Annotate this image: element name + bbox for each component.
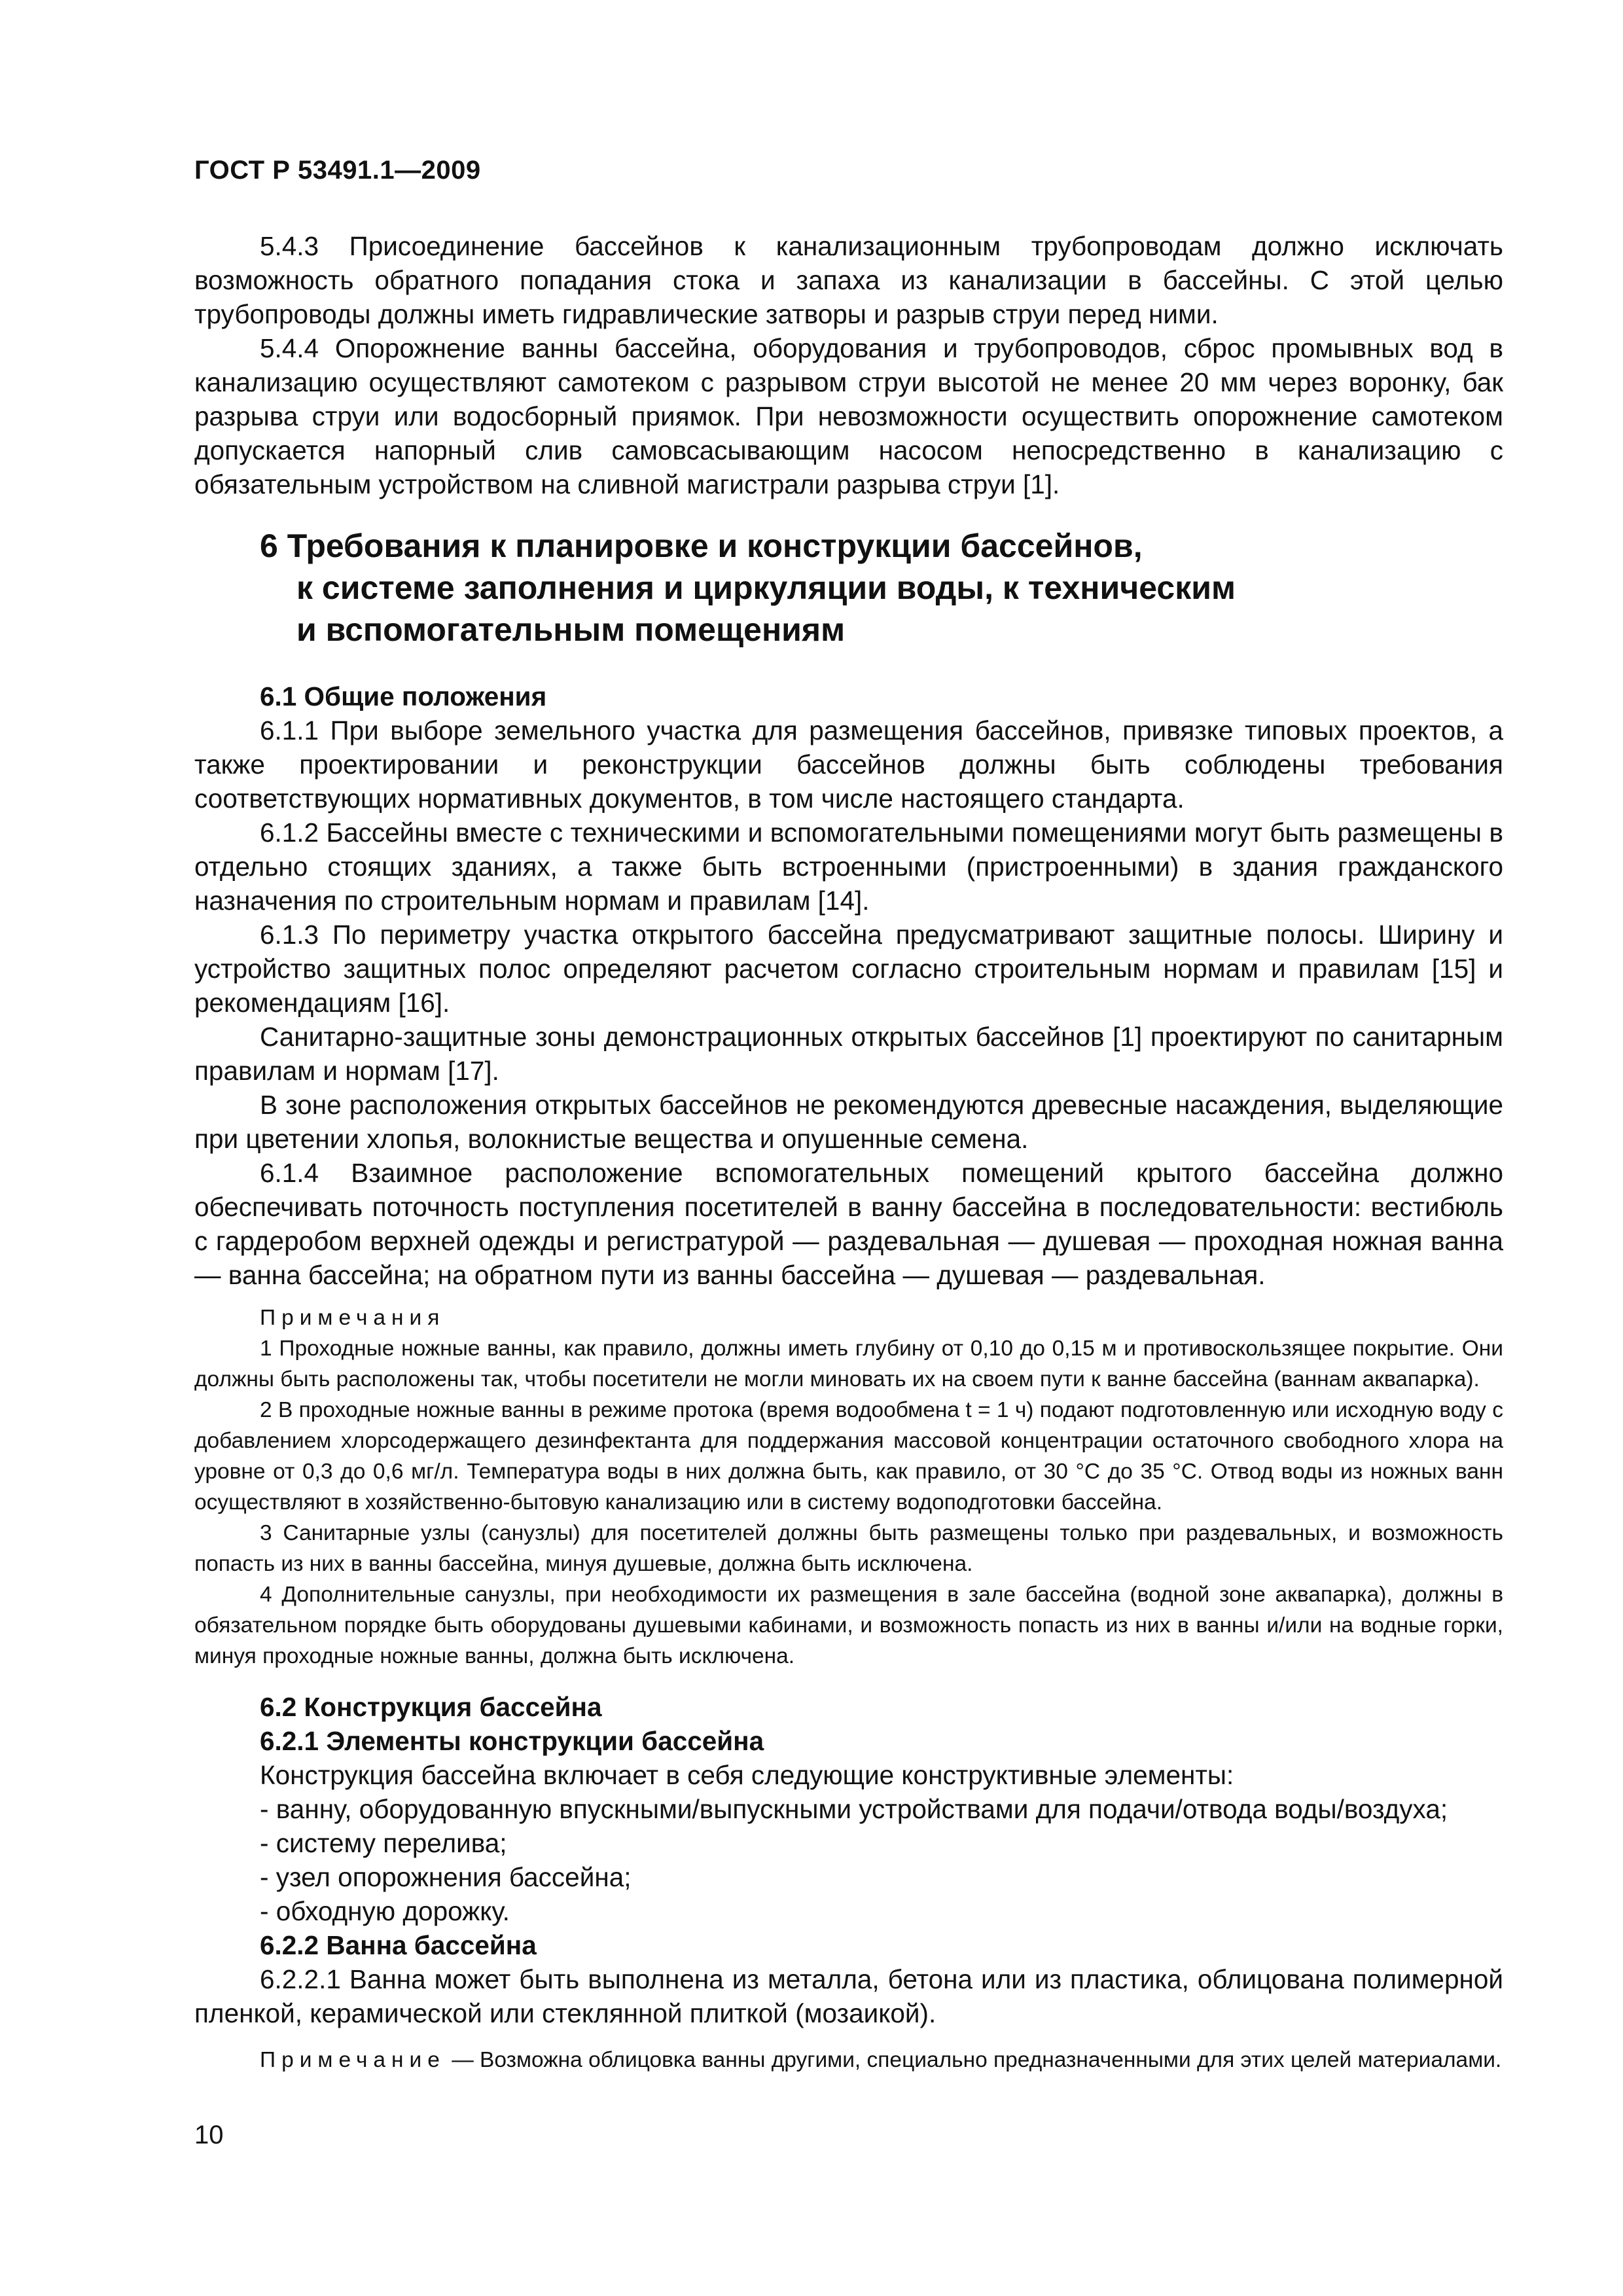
list-item: - узел опорожнения бассейна;: [260, 1862, 632, 1892]
final-note: [194, 2045, 1503, 2075]
notes-block: [194, 1302, 1503, 1672]
section-6-heading-line-2: к системе заполнения и циркуляции воды, к техническим: [296, 569, 1236, 606]
paragraph-6-1-2: 6.1.2 Бассейны вместе с техническими и вспомогательными помещениями могут быть размещены в отдельно стоящих зданиях, а также быть встроенными (пристроенными) в здания гражданского назначения по строительным нормам и правилам [14].: [194, 817, 1503, 916]
page-number: 10: [194, 2121, 224, 2149]
heading-6-2-2: 6.2.2 Ванна бассейна: [260, 1930, 537, 1960]
note-3: 3 Санитарные узлы (санузлы) для посетителей должны быть размещены только при раздевальных, и возможность попасть из них в ванны бассейна, минуя душевые, должна быть исключена.: [194, 1521, 1503, 1576]
page-header: ГОСТ Р 53491.1—2009: [194, 156, 481, 185]
list-item: - систему перелива;: [260, 1828, 507, 1858]
heading-6-2-1: 6.2.1 Элементы конструкции бассейна: [260, 1726, 764, 1756]
note-1: 1 Проходные ножные ванны, как правило, должны иметь глубину от 0,10 до 0,15 м и противоскользящее покрытие. Они должны быть расположены так, чтобы посетители не могли миновать их на своем пути к ванне бассейна (ваннам аквапарка).: [194, 1336, 1503, 1391]
paragraph-6-1-4: 6.1.4 Взаимное расположение вспомогательных помещений крытого бассейна должно обеспечивать поточность поступления посетителей в ванну бассейна в последовательности: вестибюль с гардеробом верхней одежды и регистратурой — раздевальная — душевая — проходная ножная ванна — ванна бассейна; на обратном пути из ванны бассейна — душевая — раздевальная.: [194, 1158, 1503, 1290]
paragraph-6-1-3: 6.1.3 По периметру участка открытого бассейна предусматривают защитные полосы. Ширину и устройство защитных полос определяют расчетом согласно строительным нормам и правилам [15] и рекомендациям [16].: [194, 920, 1503, 1018]
section-6-heading-line-1: 6 Требования к планировке и конструкции бассейнов,: [260, 528, 1143, 564]
list-item: - обходную дорожку.: [260, 1896, 510, 1926]
page-body: [194, 229, 1503, 2075]
list-item: - ванну, оборудованную впускными/выпускными устройствами для подачи/отвода воды/воздуха;: [260, 1794, 1448, 1824]
paragraph-trees: В зоне расположения открытых бассейнов не рекомендуются древесные насаждения, выделяющие при цветении хлопья, волокнистые вещества и опушенные семена.: [194, 1090, 1503, 1154]
heading-6-1: 6.1 Общие положения: [260, 681, 547, 711]
final-note-label: Примечание: [260, 2048, 446, 2072]
note-2: 2 В проходные ножные ванны в режиме протока (время водообмена t = 1 ч) подают подготовленную или исходную воду с добавлением хлорсодержащего дезинфектанта для поддержания массовой концентрации остаточного свободного хлора на уровне от 0,3 до 0,6 мг/л. Температура воды в них должна быть, как правило, от 30 °С до 35 °С. Отвод воды из ножных ванн осуществляют в хозяйственно-бытовую канализацию или в систему водоподготовки бассейна.: [194, 1398, 1503, 1515]
note-4: 4 Дополнительные санузлы, при необходимости их размещения в зале бассейна (водной зоне аквапарка), должны в обязательном порядке быть оборудованы душевыми кабинами, и возможность попасть из них в ванны и/или на водные горки, минуя проходные ножные ванны, должна быть исключена.: [194, 1583, 1503, 1668]
section-6-heading: [260, 525, 1503, 651]
paragraph-6-2-1: Конструкция бассейна включает в себя следующие конструктивные элементы:: [260, 1760, 1234, 1790]
paragraph-6-1-1: 6.1.1 При выборе земельного участка для размещения бассейнов, привязке типовых проектов, а также проектировании и реконструкции бассейнов должны быть соблюдены требования соответствующих нормативных документов, в том числе настоящего стандарта.: [194, 715, 1503, 814]
elements-list: [194, 1792, 1503, 1928]
paragraph-5-4-4: 5.4.4 Опорожнение ванны бассейна, оборудования и трубопроводов, сброс промывных вод в канализацию осуществляют самотеком с разрывом струи высотой не менее 20 мм через воронку, бак разрыва струи или водосборный приямок. При невозможности осуществить опорожнение самотеком допускается напорный слив самовсасывающим насосом непосредственно в канализацию с обязательным устройством на сливной магистрали разрыва струи [1].: [194, 333, 1503, 499]
notes-title: Примечания: [260, 1306, 446, 1330]
section-6-heading-line-3: и вспомогательным помещениям: [296, 611, 846, 648]
final-note-text: — Возможна облицовка ванны другими, специально предназначенными для этих целей материалами.: [452, 2048, 1502, 2072]
paragraph-sanitary-zones: Санитарно-защитные зоны демонстрационных открытых бассейнов [1] проектируют по санитарным правилам и нормам [17].: [194, 1022, 1503, 1086]
heading-6-2: 6.2 Конструкция бассейна: [260, 1692, 602, 1722]
paragraph-6-2-2-1: 6.2.2.1 Ванна может быть выполнена из металла, бетона или из пластика, облицована полимерной пленкой, керамической или стеклянной плиткой (мозаикой).: [194, 1964, 1503, 2028]
paragraph-5-4-3: 5.4.3 Присоединение бассейнов к канализационным трубопроводам должно исключать возможность обратного попадания стока и запаха из канализации в бассейны. С этой целью трубопроводы должны иметь гидравлические затворы и разрыв струи перед ними.: [194, 231, 1503, 329]
